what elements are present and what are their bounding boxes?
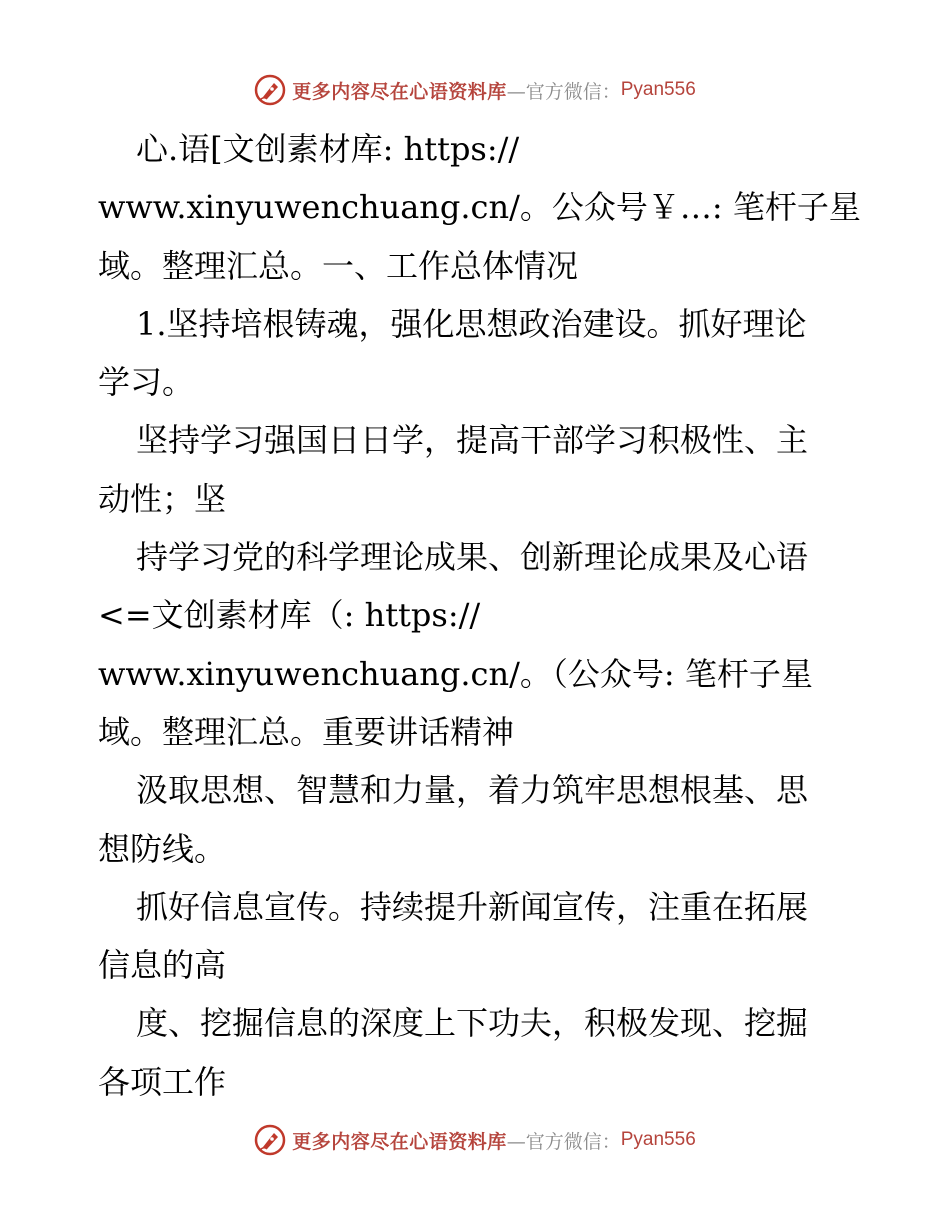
text-line: 坚持学习强国日日学，提高干部学习积极性、主	[136, 421, 809, 460]
banner-text: 更多内容尽在心语资料库	[292, 80, 507, 103]
text-line: 想防线。	[98, 829, 227, 868]
document-body	[98, 120, 861, 1111]
text-line: www.xinyuwenchuang.cn/。公众号￥…: 笔杆子星	[98, 188, 861, 227]
text-line: 信息的高	[98, 946, 227, 985]
footer-banner	[0, 1120, 950, 1160]
banner-wechat-label: —官方微信：	[506, 1130, 621, 1153]
text-line: 度、挖掘信息的深度上下功夫，积极发现、挖掘	[136, 1004, 809, 1043]
pen-nib-logo-icon	[254, 74, 286, 106]
header-banner	[0, 70, 950, 110]
banner-text: 更多内容尽在心语资料库	[292, 1130, 507, 1153]
pen-nib-logo-icon	[254, 1124, 286, 1156]
text-line: www.xinyuwenchuang.cn/。（公众号: 笔杆子星	[98, 654, 813, 693]
text-line: 1.坚持培根铸魂，强化思想政治建设。抓好理论	[136, 304, 807, 343]
text-line: 域。整理汇总。一、工作总体情况	[98, 246, 579, 285]
banner-wechat-id: Pyan556	[620, 79, 696, 100]
text-line: <=文创素材库（: https://	[98, 596, 481, 635]
text-line: 持学习党的科学理论成果、创新理论成果及心语	[136, 538, 809, 577]
banner-wechat-label: —官方微信：	[506, 80, 621, 103]
text-line: 汲取思想、智慧和力量，着力筑牢思想根基、思	[136, 771, 809, 810]
text-line: 学习。	[98, 363, 195, 402]
text-line: 心.语[文创素材库: https://	[136, 130, 520, 168]
text-line: 域。整理汇总。重要讲话精神	[98, 712, 515, 751]
banner-wechat-id: Pyan556	[620, 1129, 696, 1150]
text-line: 各项工作	[98, 1062, 227, 1101]
text-line: 动性；坚	[98, 479, 227, 518]
text-line: 抓好信息宣传。持续提升新闻宣传，注重在拓展	[136, 887, 809, 926]
